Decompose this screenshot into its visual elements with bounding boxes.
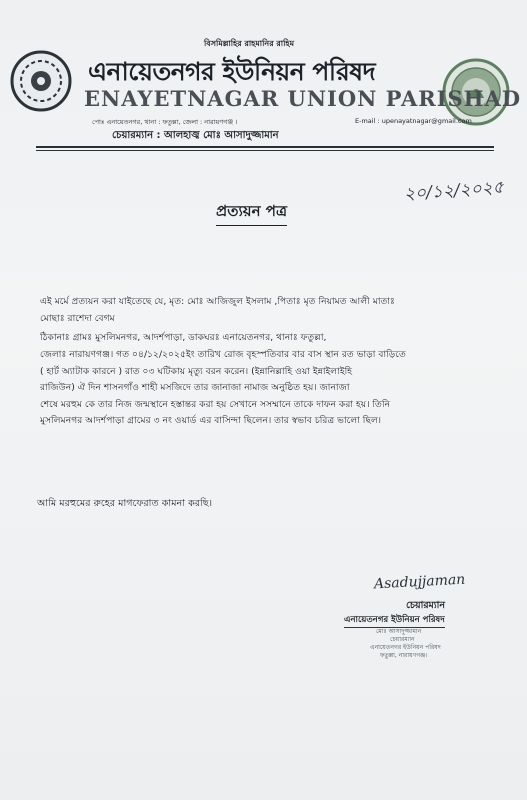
body-line: মুসলিমনগর আদর্শপাড়া গ্রামের ৩ নং ওয়ার্ড এর বাসিন্দা ছিলেন। তার স্বভাব চরিত্র ভালো ছিল। [40, 415, 382, 426]
handwritten-date: ২০/১২/২০২৫ [403, 177, 505, 205]
bismillah-text: বিসমিল্লাহির রাহমানির রাহিম [204, 39, 295, 48]
union-name-bangla: এনায়েতনগর ইউনিয়ন পরিষদ [88, 57, 376, 86]
stamp-line: এনায়েতনগর ইউনিয়ন পরিষদ [370, 644, 441, 651]
signatory-organization: এনায়েতনগর ইউনিয়ন পরিষদ [344, 613, 445, 628]
header-divider-thin [36, 150, 494, 151]
union-name-english: ENAYETNAGAR UNION PARISHAD [84, 86, 522, 111]
handwritten-signature: Asadujjaman [373, 571, 466, 593]
closing-prayer: আমি মরহুমের রুহের মাগফেরাত কামনা করছি। [37, 498, 213, 509]
body-line: শেষে মরহুম কে তার নিজ জন্মস্থানে হস্তান্তর করা হয় সেখানে সসম্মানে তাকে দাফন করা হয়। তিনি [40, 399, 391, 410]
signatory-designation: চেয়ারম্যান [406, 600, 446, 611]
body-line: জেলাঃ নারায়ণগঞ্জ। গত ০৪/১২/২০২৫ইং তারিখ রোজ বৃহস্পতিবার বার বাস স্থান রত ভাড়া বাড়িতে [40, 349, 406, 360]
chairman-name-line: চেয়ারম্যান : আলহাজ্ব মোঃ আসাদুজ্জামান [112, 130, 279, 141]
body-line: মোছাঃ রাশেদা বেগম [40, 313, 115, 324]
certificate-title: প্রত্যয়ন পত্র [216, 200, 287, 226]
stamp-line: চেয়ারম্যান [390, 636, 415, 643]
union-email: E-mail : upenayatnagar@gmail.com [355, 117, 472, 125]
stamp-line: মোঃ আসাদুজ্জামান [376, 628, 422, 635]
stamp-line: ফতুল্লা, নারায়ণগঞ্জ। [380, 652, 428, 659]
body-line: ঠিকানাঃ গ্রামঃ মুসলিমনগর, আদর্শপাড়া, ডাকঘরঃ এনায়েতনগর, থানাঃ ফতুল্লা, [40, 332, 327, 343]
body-line: এই মর্মে প্রত্যয়ন করা যাইতেছে যে, মৃত: মোঃ আজিজুল ইসলাম ,পিতাঃ মৃত নিয়ামত আলী মাতাঃ [40, 296, 395, 307]
union-logo [10, 50, 72, 112]
body-line: ( হার্ট অ্যাটাক কারনে ) রাত ০৩ ঘটিকায় মৃত্যু বরন করেন। (ইন্নানিল্লাহি ওয়া ইন্নাইলাইহি [40, 366, 353, 377]
header-divider [36, 146, 494, 148]
union-address: পোঃ এনায়েতনগর, থানা : ফতুল্লা, জেলা : নারায়ণগঞ্জ । [92, 118, 238, 126]
body-line: রাজিউন) ঐ দিন শাসনগাঁও শাহী মসজিদে তার জানাজা নামাজ অনুষ্ঠিত হয়। জানাজা [40, 382, 350, 393]
